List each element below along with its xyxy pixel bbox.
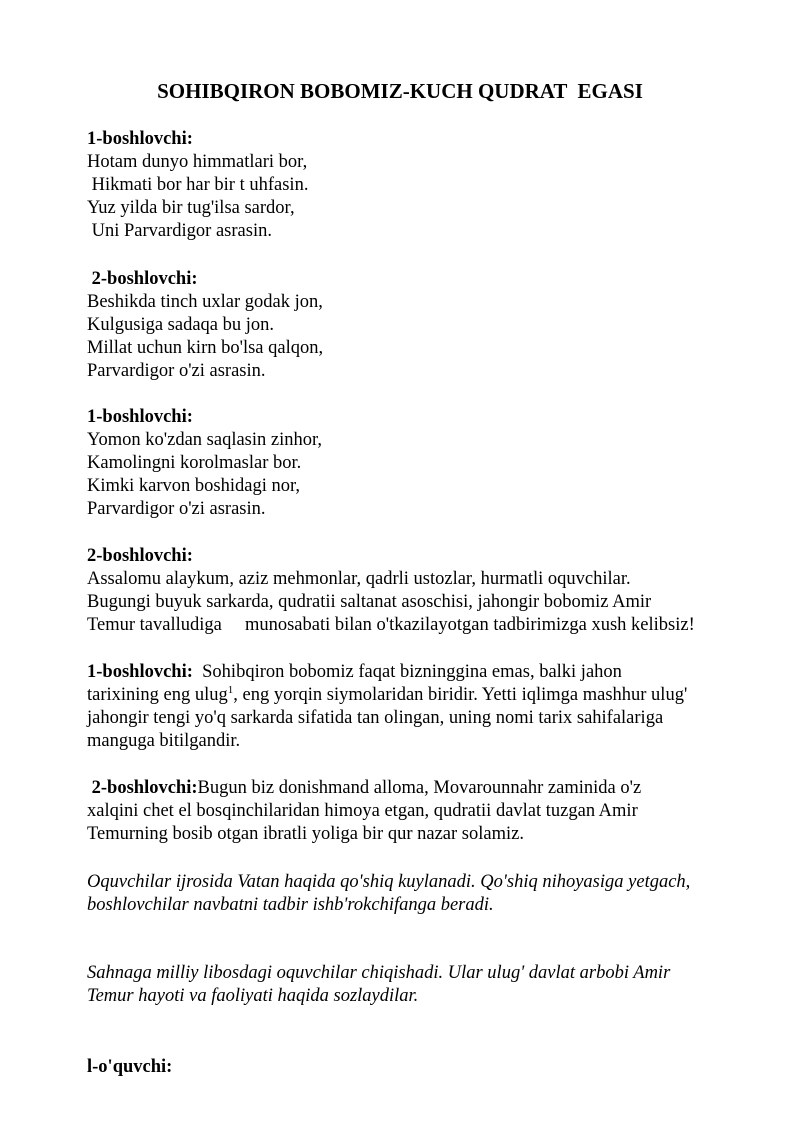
speaker-label: 2-boshlovchi: bbox=[87, 778, 198, 798]
paragraph-line: xalqini chet el bosqinchilaridan himoya etgan, qudratii davlat tuzgan Amir bbox=[87, 801, 638, 821]
verse-line: Yuz yilda bir tug'ilsa sardor, bbox=[87, 198, 295, 218]
speaker-label: 1-boshlovchi: bbox=[87, 129, 193, 149]
stanza-1 bbox=[87, 128, 767, 243]
stage-direction-line: Oquvchilar ijrosida Vatan haqida qo'shiq kuylanadi. Qo'shiq nihoyasiga yetgach, bbox=[87, 872, 691, 892]
stage-direction-2 bbox=[87, 962, 767, 1008]
paragraph-text: Bugun biz donishmand alloma, Movarounnahr zaminida o'z bbox=[197, 778, 642, 798]
verse-line: Kamolingni korolmaslar bor. bbox=[87, 453, 302, 473]
stanza-4 bbox=[87, 545, 767, 637]
paragraph-line: Temur tavalludiga munosabati bilan o'tkazilayotgan tadbirimizga xush kelibsiz! bbox=[87, 615, 695, 635]
paragraph-5 bbox=[87, 661, 767, 753]
verse-line: Parvardigor o'zi asrasin. bbox=[87, 361, 266, 381]
speaker-label: l-o'quvchi: bbox=[87, 1057, 173, 1077]
document-title: SOHIBQIRON BOBOMIZ-KUCH QUDRAT EGASI bbox=[157, 79, 643, 103]
paragraph-line: Temurning bosib otgan ibratli yoliga bir qur nazar solamiz. bbox=[87, 824, 524, 844]
verse-line: Kulgusiga sadaqa bu jon. bbox=[87, 315, 275, 335]
verse-line: Beshikda tinch uxlar godak jon, bbox=[87, 292, 323, 312]
verse-line: Yomon ko'zdan saqlasin zinhor, bbox=[87, 430, 323, 450]
final-speaker bbox=[87, 1056, 767, 1079]
verse-line: Uni Parvardigor asrasin. bbox=[87, 221, 272, 241]
paragraph-text: Sohibqiron bobomiz faqat bizninggina emas, balki jahon bbox=[192, 662, 622, 682]
paragraph-text: , eng yorqin siymolaridan biridir. Yetti iqlimga mashhur ulug' bbox=[233, 685, 688, 705]
paragraph-line: manguga bitilgandir. bbox=[87, 731, 241, 751]
verse-line: Kimki karvon boshidagi nor, bbox=[87, 476, 301, 496]
paragraph-text: tarixining eng ulug bbox=[87, 685, 228, 705]
paragraph-line: Bugungi buyuk sarkarda, qudratii saltanat asoschisi, jahongir bobomiz Amir bbox=[87, 592, 652, 612]
stage-direction-1 bbox=[87, 871, 767, 917]
verse-line: Hotam dunyo himmatlari bor, bbox=[87, 152, 308, 172]
verse-line: Millat uchun kirn bo'lsa qalqon, bbox=[87, 338, 324, 358]
stage-direction-line: boshlovchilar navbatni tadbir ishb'rokchifanga beradi. bbox=[87, 895, 494, 915]
stage-direction-line: Sahnaga milliy libosdagi oquvchilar chiqishadi. Ular ulug' davlat arbobi Amir bbox=[87, 963, 671, 983]
stage-direction-line: Temur hayoti va faoliyati haqida sozlaydilar. bbox=[87, 986, 419, 1006]
speaker-label: 1-boshlovchi: bbox=[87, 407, 193, 427]
paragraph-line: Assalomu alaykum, aziz mehmonlar, qadrli ustozlar, hurmatli oquvchilar. bbox=[87, 569, 631, 589]
paragraph-line: jahongir tengi yo'q sarkarda sifatida tan olingan, uning nomi tarix sahifalariga bbox=[87, 708, 664, 728]
speaker-label: 2-boshlovchi: bbox=[87, 269, 198, 289]
speaker-label: 1-boshlovchi: bbox=[87, 662, 193, 682]
verse-line: Parvardigor o'zi asrasin. bbox=[87, 499, 266, 519]
verse-line: Hikmati bor har bir t uhfasin. bbox=[87, 175, 309, 195]
stanza-3 bbox=[87, 406, 767, 521]
stanza-2 bbox=[87, 268, 767, 383]
paragraph-6 bbox=[87, 777, 767, 846]
footnote-marker: 1 bbox=[227, 683, 234, 696]
speaker-label: 2-boshlovchi: bbox=[87, 546, 193, 566]
